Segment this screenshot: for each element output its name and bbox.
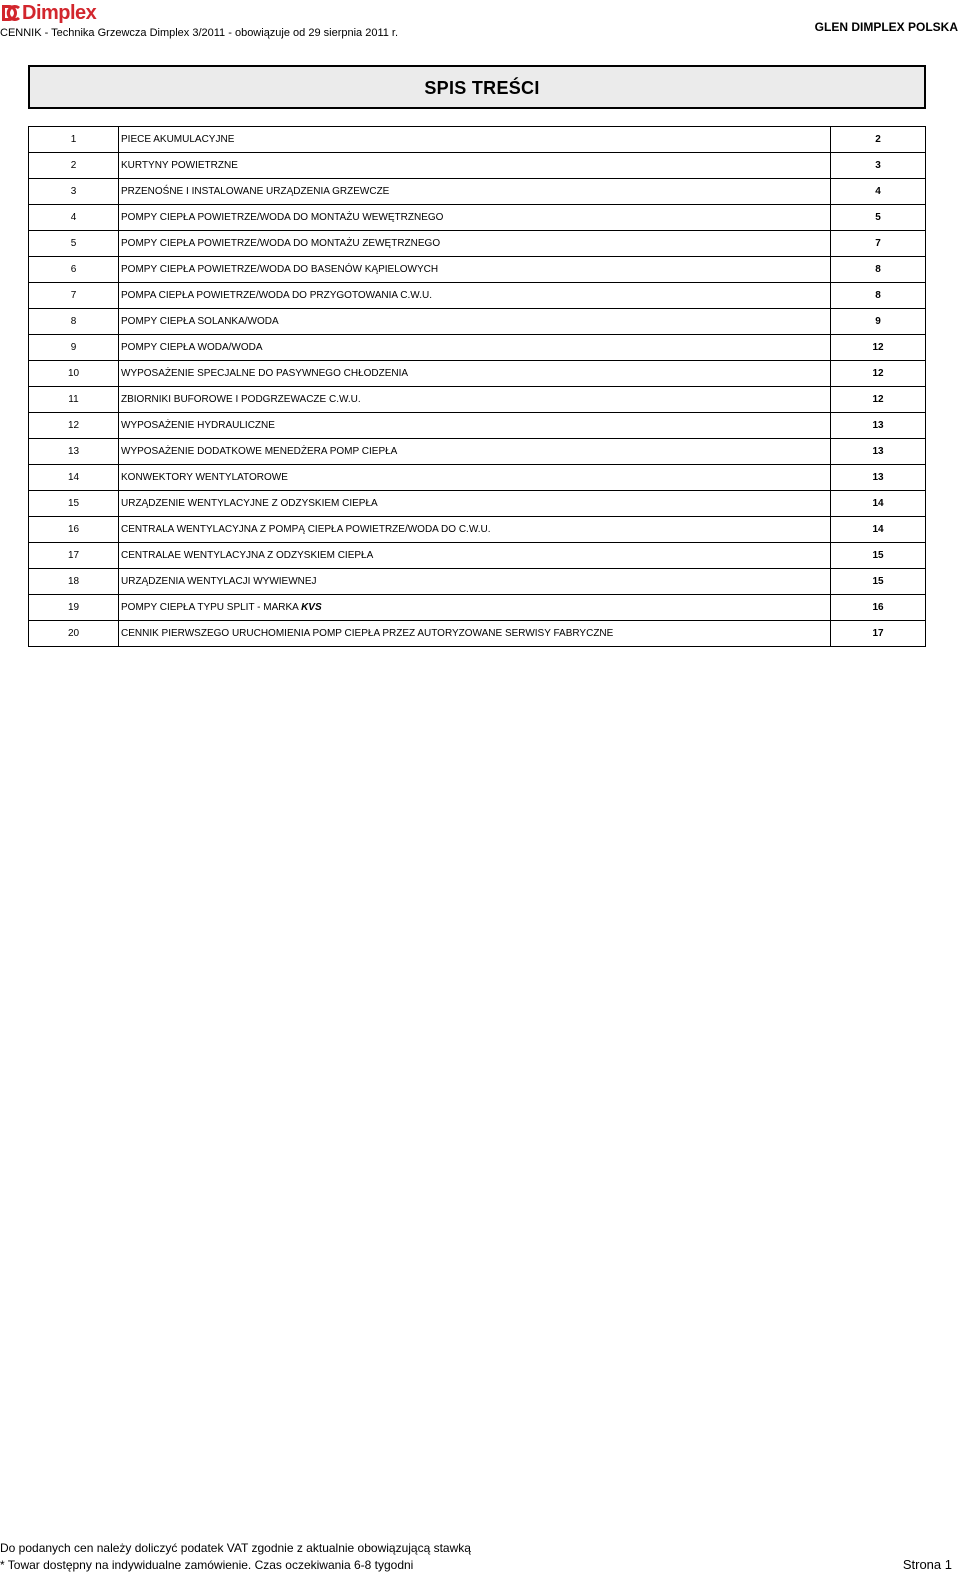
toc-section-number: 12 xyxy=(29,413,119,439)
toc-page-number: 8 xyxy=(831,257,926,283)
toc-table xyxy=(28,126,926,647)
toc-row[interactable] xyxy=(29,257,926,283)
toc-section-name-text: POMPY CIEPŁA POWIETRZE/WODA DO BASENÓW KĄPIELOWYCH xyxy=(121,263,439,275)
toc-section-number: 14 xyxy=(29,465,119,491)
toc-section-name-text: CENTRALA WENTYLACYJNA Z POMPĄ CIEPŁA POWIETRZE/WODA DO C.W.U. xyxy=(121,523,491,535)
toc-section-name-text: POMPY CIEPŁA TYPU SPLIT - MARKA xyxy=(121,601,302,613)
vat-note: Do podanych cen należy doliczyć podatek VAT zgodnie z aktualnie obowiązującą stawką xyxy=(0,1541,471,1555)
toc-page-number: 2 xyxy=(831,127,926,153)
pricelist-subtitle: CENNIK - Technika Grzewcza Dimplex 3/2011 - obowiązuje od 29 sierpnia 2011 r. xyxy=(0,27,399,39)
toc-row[interactable] xyxy=(29,387,926,413)
toc-row[interactable] xyxy=(29,153,926,179)
toc-page-number: 12 xyxy=(831,361,926,387)
toc-page-number: 9 xyxy=(831,309,926,335)
toc-section-number: 9 xyxy=(29,335,119,361)
toc-section-number: 19 xyxy=(29,595,119,621)
toc-row[interactable] xyxy=(29,543,926,569)
toc-row[interactable] xyxy=(29,335,926,361)
toc-section-number: 13 xyxy=(29,439,119,465)
toc-section-name-text: POMPY CIEPŁA POWIETRZE/WODA DO MONTAŻU ZEWĘTRZNEGO xyxy=(121,237,441,249)
dimplex-logo xyxy=(0,2,96,24)
toc-section-name[interactable] xyxy=(119,179,831,205)
toc-section-number: 11 xyxy=(29,387,119,413)
toc-section-name-text: POMPY CIEPŁA WODA/WODA xyxy=(121,341,263,353)
toc-page-number: 15 xyxy=(831,543,926,569)
toc-section-number: 8 xyxy=(29,309,119,335)
toc-row[interactable] xyxy=(29,205,926,231)
logo-wordmark: Dimplex xyxy=(22,2,97,24)
toc-row[interactable] xyxy=(29,569,926,595)
toc-row[interactable] xyxy=(29,413,926,439)
toc-section-name[interactable] xyxy=(119,205,831,231)
toc-section-number: 18 xyxy=(29,569,119,595)
toc-row[interactable] xyxy=(29,517,926,543)
toc-section-name-text: PIECE AKUMULACYJNE xyxy=(121,133,235,145)
toc-section-name[interactable] xyxy=(119,335,831,361)
toc-section-name[interactable] xyxy=(119,283,831,309)
toc-section-name[interactable] xyxy=(119,621,831,647)
toc-section-name-text: URZĄDZENIE WENTYLACYJNE Z ODZYSKIEM CIEPŁA xyxy=(121,497,378,509)
toc-row[interactable] xyxy=(29,283,926,309)
toc-section-name[interactable] xyxy=(119,517,831,543)
toc-page-number: 15 xyxy=(831,569,926,595)
toc-section-name[interactable] xyxy=(119,387,831,413)
toc-page-number: 5 xyxy=(831,205,926,231)
availability-note: * Towar dostępny na indywidualne zamówienie. Czas oczekiwania 6-8 tygodni xyxy=(0,1558,414,1572)
toc-section-name[interactable] xyxy=(119,595,831,621)
toc-section-name[interactable] xyxy=(119,465,831,491)
toc-section-name-text: POMPA CIEPŁA POWIETRZE/WODA DO PRZYGOTOWANIA C.W.U. xyxy=(121,289,432,301)
toc-section-name[interactable] xyxy=(119,309,831,335)
toc-section-number: 5 xyxy=(29,231,119,257)
toc-section-name-text: POMPY CIEPŁA POWIETRZE/WODA DO MONTAŻU WEWĘTRZNEGO xyxy=(121,211,444,223)
toc-section-name[interactable] xyxy=(119,153,831,179)
toc-section-number: 2 xyxy=(29,153,119,179)
toc-row[interactable] xyxy=(29,231,926,257)
toc-section-number: 6 xyxy=(29,257,119,283)
toc-section-name-text: KONWEKTORY WENTYLATOROWE xyxy=(121,471,288,483)
toc-page-number: 13 xyxy=(831,465,926,491)
toc-row[interactable] xyxy=(29,465,926,491)
dimplex-logo-icon xyxy=(0,2,22,24)
company-name: GLEN DIMPLEX POLSKA xyxy=(814,20,958,34)
toc-page-number: 17 xyxy=(831,621,926,647)
toc-row[interactable] xyxy=(29,439,926,465)
toc-page-number: 13 xyxy=(831,413,926,439)
toc-section-name[interactable] xyxy=(119,439,831,465)
toc-section-number: 1 xyxy=(29,127,119,153)
toc-section-number: 7 xyxy=(29,283,119,309)
toc-section-number: 20 xyxy=(29,621,119,647)
toc-row[interactable] xyxy=(29,309,926,335)
toc-page-number: 4 xyxy=(831,179,926,205)
toc-section-number: 17 xyxy=(29,543,119,569)
toc-section-number: 15 xyxy=(29,491,119,517)
toc-section-name-text: ZBIORNIKI BUFOROWE I PODGRZEWACZE C.W.U. xyxy=(121,393,361,405)
toc-section-name[interactable] xyxy=(119,127,831,153)
toc-section-name[interactable] xyxy=(119,543,831,569)
toc-section-name[interactable] xyxy=(119,257,831,283)
toc-section-name-text: KURTYNY POWIETRZNE xyxy=(121,159,238,171)
toc-section-name-text: CENNIK PIERWSZEGO URUCHOMIENIA POMP CIEPŁA PRZEZ AUTORYZOWANE SERWISY FABRYCZNE xyxy=(121,627,614,639)
toc-row[interactable] xyxy=(29,179,926,205)
page-number: Strona 1 xyxy=(902,1557,952,1572)
toc-section-name[interactable] xyxy=(119,413,831,439)
toc-page-number: 12 xyxy=(831,335,926,361)
toc-section-name-text: POMPY CIEPŁA SOLANKA/WODA xyxy=(121,315,279,327)
toc-page-number: 3 xyxy=(831,153,926,179)
toc-section-name[interactable] xyxy=(119,361,831,387)
toc-page-number: 12 xyxy=(831,387,926,413)
toc-section-name-text: WYPOSAŻENIE DODATKOWE MENEDŻERA POMP CIEPŁA xyxy=(121,445,398,457)
toc-page-number: 7 xyxy=(831,231,926,257)
toc-row[interactable] xyxy=(29,491,926,517)
toc-section-name[interactable] xyxy=(119,569,831,595)
toc-section-name-text: URZĄDZENIA WENTYLACJI WYWIEWNEJ xyxy=(121,575,317,587)
toc-section-name-text: WYPOSAŻENIE HYDRAULICZNE xyxy=(121,419,275,431)
toc-title: SPIS TREŚCI xyxy=(424,77,540,98)
toc-section-number: 4 xyxy=(29,205,119,231)
toc-section-number: 3 xyxy=(29,179,119,205)
toc-brand-name: KVS xyxy=(301,601,322,613)
toc-page-number: 13 xyxy=(831,439,926,465)
toc-section-name[interactable] xyxy=(119,231,831,257)
toc-page-number: 14 xyxy=(831,517,926,543)
toc-page-number: 16 xyxy=(831,595,926,621)
toc-section-name-text: WYPOSAŻENIE SPECJALNE DO PASYWNEGO CHŁODZENIA xyxy=(121,367,409,379)
toc-row[interactable] xyxy=(29,621,926,647)
toc-page-number: 8 xyxy=(831,283,926,309)
toc-row[interactable] xyxy=(29,595,926,621)
toc-row[interactable] xyxy=(29,361,926,387)
toc-section-number: 16 xyxy=(29,517,119,543)
toc-section-number: 10 xyxy=(29,361,119,387)
toc-row[interactable] xyxy=(29,127,926,153)
toc-section-name-text: CENTRALAE WENTYLACYJNA Z ODZYSKIEM CIEPŁA xyxy=(121,549,374,561)
toc-page-number: 14 xyxy=(831,491,926,517)
toc-section-name[interactable] xyxy=(119,491,831,517)
toc-section-name-text: PRZENOŚNE I INSTALOWANE URZĄDZENIA GRZEWCZE xyxy=(121,185,390,197)
toc-title-box xyxy=(28,65,926,109)
